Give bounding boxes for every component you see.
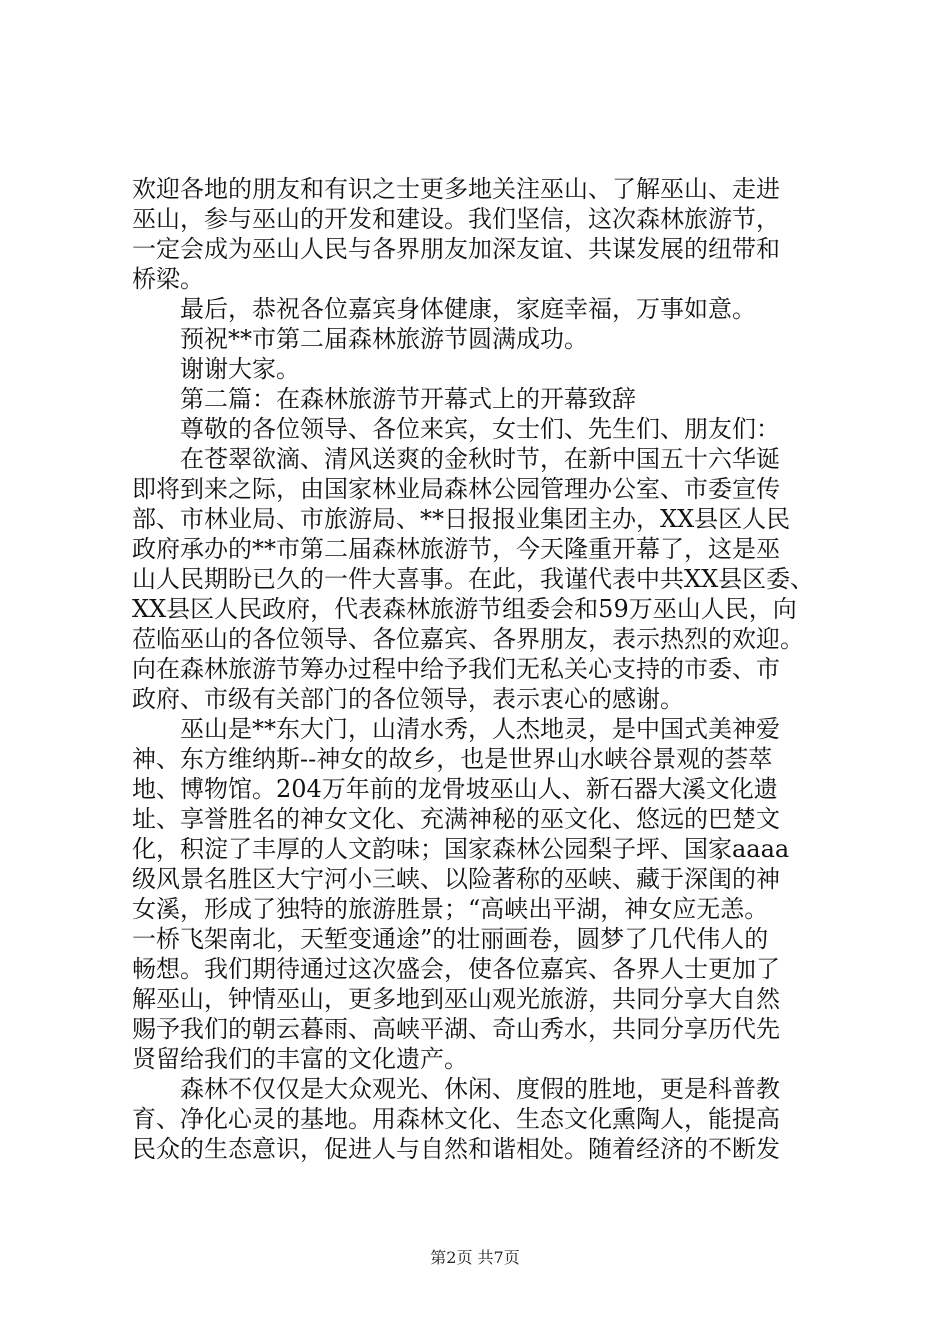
- text-line: 一桥飞架南北，天堑变通途”的壮丽画卷，圆梦了几代伟人的: [132, 925, 769, 953]
- text-line: 向在森林旅游节筹办过程中给予我们无私关心支持的市委、市: [132, 655, 780, 683]
- text-line: 山人民期盼已久的一件大喜事。在此，我谨代表中共XX县区委、: [132, 565, 815, 593]
- text-line: 址、享誉胜名的神女文化、充满神秘的巫文化、悠远的巴楚文: [132, 805, 780, 833]
- page-footer: 第2页 共7页: [430, 1248, 520, 1267]
- text-line: 巫山是**东大门，山清水秀，人杰地灵，是中国式美神爱: [180, 715, 780, 743]
- text-line: 畅想。我们期待通过这次盛会，使各位嘉宾、各界人士更加了: [132, 955, 780, 983]
- text-line: 解巫山，钟情巫山，更多地到巫山观光旅游，共同分享大自然: [132, 985, 780, 1013]
- text-line: 女溪，形成了独特的旅游胜景；“高峡出平湖，神女应无恙。: [132, 895, 769, 923]
- text-line: 民众的生态意识，促进人与自然和谐相处。随着经济的不断发: [132, 1135, 780, 1163]
- text-line: 地、博物馆。204万年前的龙骨坡巫山人、新石器大溪文化遗: [132, 775, 778, 803]
- text-line: 欢迎各地的朋友和有识之士更多地关注巫山、了解巫山、走进: [132, 175, 780, 203]
- text-line: 谢谢大家。: [180, 355, 300, 383]
- text-line: 最后，恭祝各位嘉宾身体健康，家庭幸福，万事如意。: [180, 295, 756, 323]
- text-line: XX县区人民政府，代表森林旅游节组委会和59万巫山人民，向: [132, 595, 797, 623]
- text-line: 第二篇：在森林旅游节开幕式上的开幕致辞: [180, 385, 636, 413]
- text-line: 赐予我们的朝云暮雨、高峡平湖、奇山秀水，共同分享历代先: [132, 1015, 780, 1043]
- text-line: 政府承办的**市第二届森林旅游节，今天隆重开幕了，这是巫: [132, 535, 780, 563]
- text-line: 森林不仅仅是大众观光、休闲、度假的胜地，更是科普教: [180, 1075, 780, 1103]
- text-line: 神、东方维纳斯--神女的故乡，也是世界山水峡谷景观的荟萃: [132, 745, 773, 773]
- text-line: 化，积淀了丰厚的人文韵味；国家森林公园梨子坪、国家aaaa: [132, 835, 790, 863]
- text-line: 桥梁。: [132, 265, 204, 293]
- text-line: 部、市林业局、市旅游局、**日报报业集团主办，XX县区人民: [132, 505, 791, 533]
- document-body: [132, 174, 832, 1164]
- text-line: 贤留给我们的丰富的文化遗产。: [132, 1045, 468, 1073]
- text-line: 育、净化心灵的基地。用森林文化、生态文化熏陶人，能提高: [132, 1105, 780, 1133]
- text-line: 级风景名胜区大宁河小三峡、以险著称的巫峡、藏于深闺的神: [132, 865, 780, 893]
- text-line: 巫山，参与巫山的开发和建设。我们坚信，这次森林旅游节，: [132, 205, 780, 233]
- text-line: 莅临巫山的各位领导、各位嘉宾、各界朋友，表示热烈的欢迎。: [132, 625, 804, 653]
- text-line: 一定会成为巫山人民与各界朋友加深友谊、共谋发展的纽带和: [132, 235, 780, 263]
- text-line: 尊敬的各位领导、各位来宾，女士们、先生们、朋友们：: [180, 415, 780, 443]
- text-line: 即将到来之际，由国家林业局森林公园管理办公室、市委宣传: [132, 475, 780, 503]
- text-line: 政府、市级有关部门的各位领导，表示衷心的感谢。: [132, 685, 684, 713]
- text-line: 预祝**市第二届森林旅游节圆满成功。: [180, 325, 588, 353]
- text-line: 在苍翠欲滴、清风送爽的金秋时节，在新中国五十六华诞: [180, 445, 780, 473]
